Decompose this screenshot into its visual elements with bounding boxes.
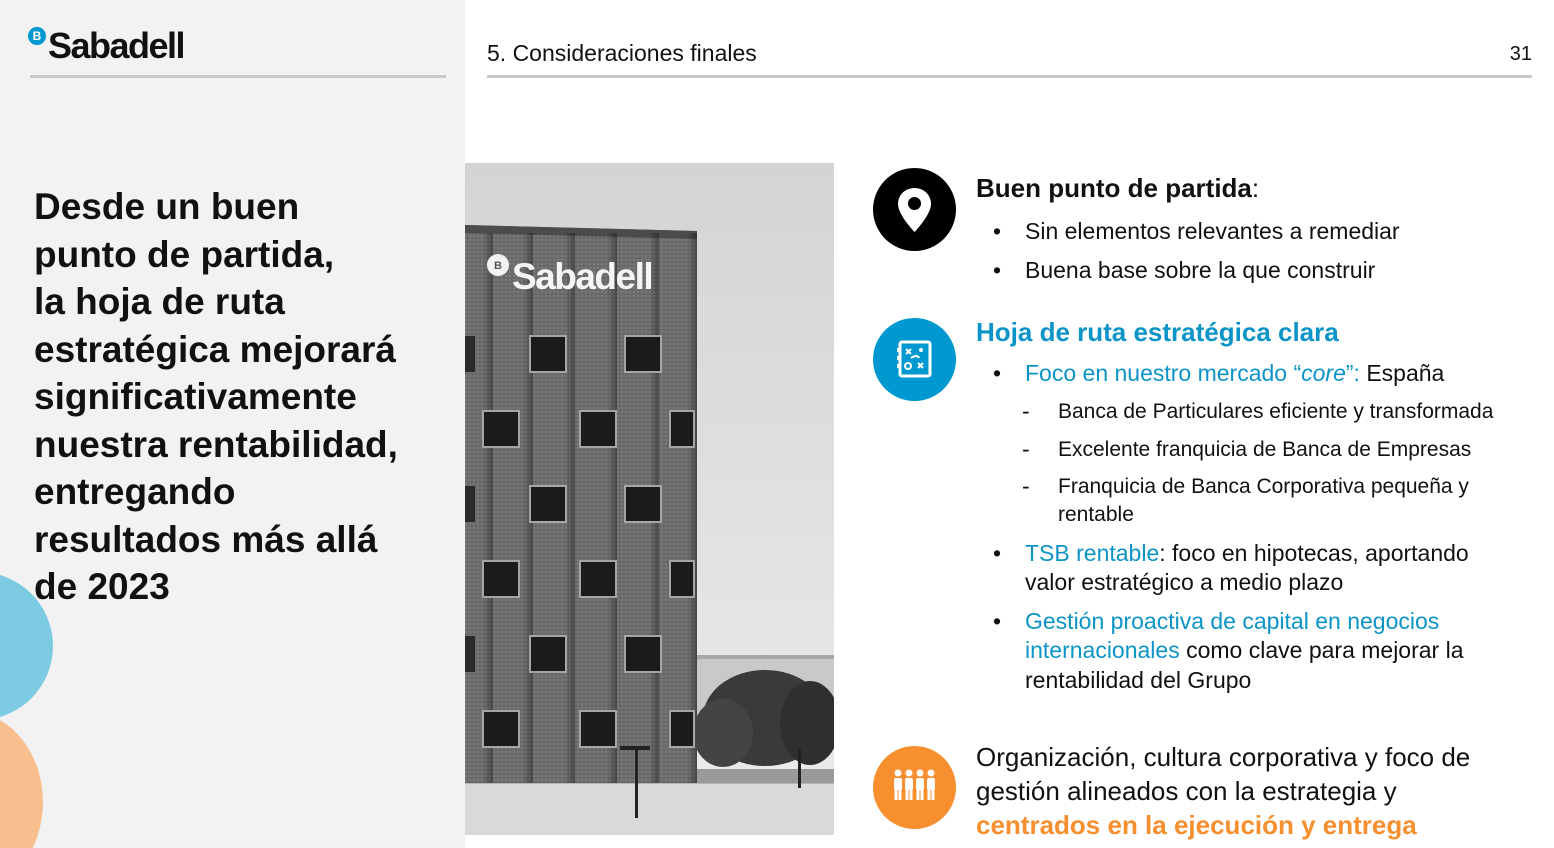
headline-line: significativamente xyxy=(34,376,357,417)
decorative-peach-circle xyxy=(0,712,43,848)
headline-line: la hoja de ruta xyxy=(34,281,285,322)
bullet-symbol: • xyxy=(993,360,1002,386)
page-number: 31 xyxy=(1509,43,1532,65)
bullet-symbol: • xyxy=(993,608,1002,634)
bullet-symbol: • xyxy=(993,218,1002,244)
dash-symbol: - xyxy=(1022,473,1030,499)
headline-line: Desde un buen xyxy=(34,186,300,227)
map-pin-icon xyxy=(873,168,956,251)
headline-line: nuestra rentabilidad, xyxy=(34,423,398,465)
building-photo xyxy=(465,163,834,835)
block2-bullet-capital-cont2: rentabilidad del Grupo xyxy=(1025,667,1252,693)
block3-line: gestión alineados con la estrategia y xyxy=(976,776,1397,806)
block2-title-text: Hoja de ruta estratégica clara xyxy=(976,317,1339,347)
headline-line: de 2023 xyxy=(34,566,170,607)
sabadell-logo xyxy=(28,26,184,66)
headline-line: estratégica mejorará xyxy=(34,328,396,370)
dash-symbol: - xyxy=(1022,398,1030,424)
headline-line: resultados más allá xyxy=(34,518,378,560)
bullet-symbol: • xyxy=(993,257,1002,283)
block2-bullet-tsb-cont: valor estratégico a medio plazo xyxy=(1025,569,1344,595)
left-panel xyxy=(0,0,465,848)
strategy-board-icon xyxy=(873,318,956,401)
core-market-label: Foco en nuestro mercado “ xyxy=(1025,360,1302,386)
core-market-end: ”: xyxy=(1345,360,1360,386)
block1-title-text: Buen punto de partida xyxy=(976,173,1252,203)
headline-line: entregando xyxy=(34,471,236,512)
dash-symbol: - xyxy=(1022,436,1030,462)
block2-sub-item: Franquicia de Banca Corporativa pequeña y xyxy=(1058,475,1469,498)
left-divider xyxy=(30,75,446,78)
sign-text: Sabadell xyxy=(512,256,653,297)
bullet-symbol: • xyxy=(993,540,1002,566)
block1-bullet: Buena base sobre la que construir xyxy=(1025,257,1376,283)
block3-text xyxy=(976,740,1470,842)
capital-text: como clave para mejorar la xyxy=(1179,637,1464,663)
block2-bullet-core xyxy=(1025,359,1444,388)
header-divider xyxy=(487,75,1532,78)
headline-line: punto de partida, xyxy=(34,233,335,275)
section-title: 5. Consideraciones finales xyxy=(487,40,757,66)
block2-bullet-tsb xyxy=(1025,539,1469,568)
tsb-text: : foco en hipotecas, aportando xyxy=(1159,540,1469,566)
people-group-icon xyxy=(873,746,956,829)
tsb-label: TSB rentable xyxy=(1025,540,1160,566)
block2-bullet-capital: Gestión proactiva de capital en negocios xyxy=(1025,608,1440,634)
block2-bullet-capital-cont xyxy=(1025,636,1464,665)
block2-title xyxy=(976,318,1339,348)
logo-badge: B xyxy=(28,27,46,45)
block2-sub-item: Excelente franquicia de Banca de Empresas xyxy=(1058,438,1472,461)
core-market-value: España xyxy=(1359,360,1445,386)
logo-text: Sabadell xyxy=(48,25,185,66)
block3-orange-line: centrados en la ejecución y entrega xyxy=(976,810,1417,840)
block1-bullet: Sin elementos relevantes a remediar xyxy=(1025,218,1400,244)
block2-sub-item-cont: rentable xyxy=(1058,503,1134,526)
block1-title-suffix: : xyxy=(1251,173,1260,203)
block1-title xyxy=(976,174,1259,204)
block3-line: Organización, cultura corporativa y foco de xyxy=(976,742,1471,772)
sign-badge: B xyxy=(494,260,502,272)
block2-sub-item: Banca de Particulares eficiente y transformada xyxy=(1058,400,1494,423)
core-word: core xyxy=(1301,360,1346,386)
capital-blue-end: internacionales xyxy=(1025,637,1180,663)
headline xyxy=(34,183,454,611)
